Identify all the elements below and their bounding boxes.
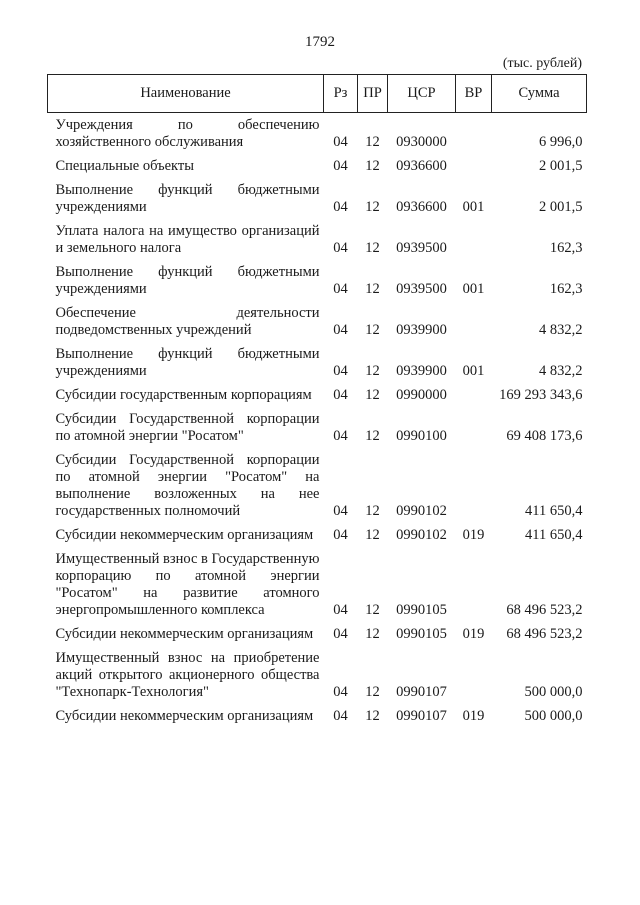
row-pr: 12: [365, 134, 380, 150]
row-vr: [456, 219, 492, 260]
units-label: (тыс. рублей): [502, 56, 582, 71]
table-row: [48, 646, 587, 704]
row-pr: 12: [365, 626, 380, 642]
row-name: Уплата налога на имущество организаций и земельного налога: [55, 223, 320, 256]
row-name: Обеспечение деятельности подведомственных учреждений: [55, 305, 320, 338]
row-name: Выполнение функций бюджетными учреждениями: [55, 346, 320, 379]
table-row: [48, 154, 587, 178]
row-rz: 04: [333, 684, 348, 700]
table-row: [48, 178, 587, 219]
table-row: [48, 448, 587, 523]
row-rz: 04: [333, 199, 348, 215]
row-sum: 169 293 343,6: [499, 387, 583, 403]
row-vr: 019: [462, 527, 485, 543]
row-name: Имущественный взнос в Государственную корпорацию по атомной энергии "Росатом" на развитие атомного энергопромышленного комплекса: [55, 551, 320, 618]
row-name: Субсидии Государственной корпорации по атомной энергии "Росатом" на выполнение возложенных на нее государственных полномочий: [55, 452, 320, 519]
row-sum: 6 996,0: [539, 134, 583, 150]
row-sum: 162,3: [549, 281, 583, 297]
row-name: Субсидии Государственной корпорации по атомной энергии "Росатом": [55, 411, 320, 444]
row-sum: 162,3: [549, 240, 583, 256]
row-sum: 68 496 523,2: [506, 602, 583, 618]
row-rz: 04: [333, 602, 348, 618]
row-rz: 04: [333, 387, 348, 403]
row-sum: 500 000,0: [524, 684, 583, 700]
column-header-vr: ВР: [456, 75, 492, 113]
table-row: [48, 383, 587, 407]
row-sum: 411 650,4: [525, 527, 583, 543]
page-number: 1792: [305, 34, 335, 50]
row-rz: 04: [333, 503, 348, 519]
row-pr: 12: [365, 322, 380, 338]
row-vr: [456, 646, 492, 704]
row-pr: 12: [365, 602, 380, 618]
table-body: [48, 113, 587, 729]
table-row: [48, 219, 587, 260]
budget-table: [47, 74, 587, 728]
row-sum: 68 496 523,2: [506, 626, 583, 642]
row-pr: 12: [365, 527, 380, 543]
row-pr: 12: [365, 684, 380, 700]
column-header-pr: ПР: [358, 75, 388, 113]
row-csr: 0990105: [396, 602, 447, 618]
row-name: Субсидии некоммерческим организациям: [55, 626, 314, 642]
column-header-name: Наименование: [48, 75, 324, 113]
table-row: [48, 547, 587, 622]
row-rz: 04: [333, 134, 348, 150]
row-rz: 04: [333, 363, 348, 379]
row-vr: [456, 301, 492, 342]
row-vr: [456, 383, 492, 407]
row-pr: 12: [365, 281, 380, 297]
row-vr: [456, 154, 492, 178]
row-name: Субсидии некоммерческим организациям: [55, 708, 314, 724]
row-pr: 12: [365, 708, 380, 724]
row-vr: 019: [462, 708, 485, 724]
row-csr: 0990102: [396, 527, 447, 543]
row-name: Специальные объекты: [55, 158, 194, 174]
table-row: [48, 342, 587, 383]
row-name: Субсидии некоммерческим организациям: [55, 527, 314, 543]
table-row: [48, 260, 587, 301]
row-rz: 04: [333, 158, 348, 174]
row-csr: 0939900: [396, 363, 447, 379]
row-name: Выполнение функций бюджетными учреждениями: [55, 182, 320, 215]
table-row: [48, 113, 587, 155]
table-row: [48, 704, 587, 728]
row-vr: 001: [462, 363, 485, 379]
column-header-rz: Рз: [324, 75, 358, 113]
row-vr: [456, 547, 492, 622]
row-pr: 12: [365, 387, 380, 403]
row-csr: 0936600: [396, 158, 447, 174]
row-pr: 12: [365, 363, 380, 379]
row-vr: [456, 448, 492, 523]
row-pr: 12: [365, 240, 380, 256]
row-pr: 12: [365, 428, 380, 444]
row-csr: 0939500: [396, 281, 447, 297]
row-rz: 04: [333, 240, 348, 256]
row-vr: 001: [462, 199, 485, 215]
row-vr: 001: [462, 281, 485, 297]
row-rz: 04: [333, 428, 348, 444]
row-sum: 2 001,5: [539, 158, 583, 174]
row-csr: 0990107: [396, 708, 447, 724]
table-header-row: [48, 75, 587, 113]
row-sum: 4 832,2: [539, 363, 583, 379]
row-vr: 019: [462, 626, 485, 642]
table-row: [48, 301, 587, 342]
row-name: Имущественный взнос на приобретение акций открытого акционерного общества "Технопарк-Технология": [55, 650, 320, 700]
row-csr: 0990107: [396, 684, 447, 700]
row-rz: 04: [333, 626, 348, 642]
row-csr: 0930000: [396, 134, 447, 150]
row-pr: 12: [365, 158, 380, 174]
row-vr: [456, 113, 492, 155]
row-csr: 0990102: [396, 503, 447, 519]
row-sum: 4 832,2: [539, 322, 583, 338]
row-rz: 04: [333, 281, 348, 297]
row-csr: 0939500: [396, 240, 447, 256]
column-header-csr: ЦСР: [388, 75, 456, 113]
row-sum: 2 001,5: [539, 199, 583, 215]
row-sum: 69 408 173,6: [506, 428, 583, 444]
row-csr: 0990100: [396, 428, 447, 444]
row-sum: 500 000,0: [524, 708, 583, 724]
table-row: [48, 407, 587, 448]
row-sum: 411 650,4: [525, 503, 583, 519]
row-name: Учреждения по обеспечению хозяйственного обслуживания: [55, 117, 320, 150]
row-vr: [456, 407, 492, 448]
row-rz: 04: [333, 708, 348, 724]
column-header-sum: Сумма: [492, 75, 587, 113]
row-name: Выполнение функций бюджетными учреждениями: [55, 264, 320, 297]
row-csr: 0990000: [396, 387, 447, 403]
row-csr: 0936600: [396, 199, 447, 215]
row-csr: 0939900: [396, 322, 447, 338]
row-rz: 04: [333, 527, 348, 543]
row-pr: 12: [365, 199, 380, 215]
row-rz: 04: [333, 322, 348, 338]
row-pr: 12: [365, 503, 380, 519]
row-csr: 0990105: [396, 626, 447, 642]
table-row: [48, 622, 587, 646]
table-row: [48, 523, 587, 547]
row-name: Субсидии государственным корпорациям: [55, 387, 312, 403]
